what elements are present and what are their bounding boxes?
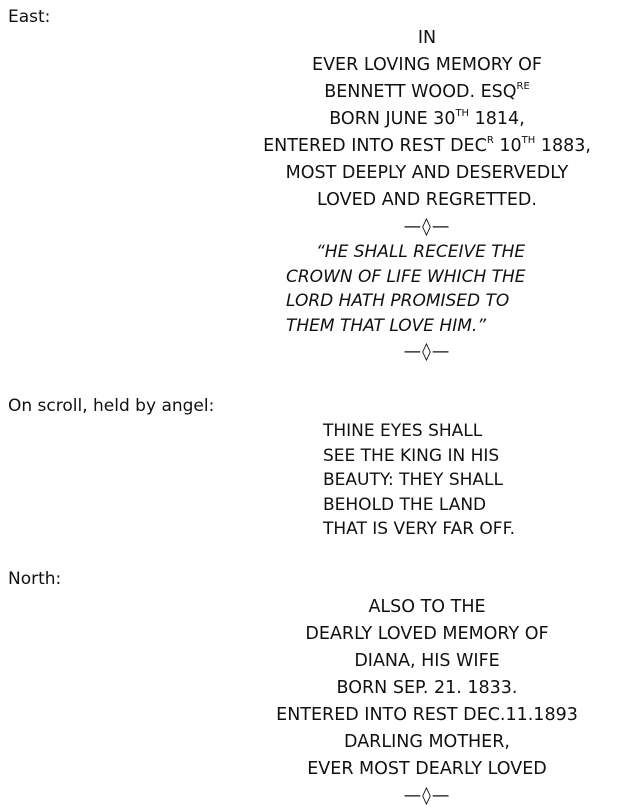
diamond-divider: —◊— bbox=[403, 786, 451, 806]
verse-line: CROWN OF LIFE WHICH THE bbox=[286, 266, 526, 287]
east-end-divider-wrap bbox=[230, 339, 624, 366]
inscription-name-line bbox=[230, 79, 624, 106]
inscription-line: EVER MOST DEARLY LOVED bbox=[307, 759, 547, 779]
superscript: TH bbox=[521, 135, 536, 146]
scroll-line: BEHOLD THE LAND bbox=[323, 494, 487, 515]
scroll-inscription bbox=[323, 419, 515, 542]
born-suffix: 1814, bbox=[469, 109, 525, 129]
scroll-line: THINE EYES SHALL bbox=[323, 421, 483, 441]
superscript: TH bbox=[455, 108, 470, 119]
verse-line: THEM THAT LOVE HIM.” bbox=[286, 315, 487, 336]
inscription-entered-line bbox=[230, 133, 624, 160]
verse-line: LORD HATH PROMISED TO bbox=[286, 291, 510, 311]
inscription-line: MOST DEEPLY AND DESERVEDLY bbox=[285, 163, 569, 183]
entered-prefix: ENTERED INTO REST DEC bbox=[263, 136, 487, 156]
north-inscription bbox=[230, 594, 624, 810]
superscript: R bbox=[486, 135, 494, 146]
scroll-line: THAT IS VERY FAR OFF. bbox=[323, 519, 516, 539]
inscription-line: ALSO TO THE bbox=[368, 597, 486, 617]
inscription-line: ENTERED INTO REST DEC.11.1893 bbox=[276, 705, 578, 725]
diamond-divider: —◊— bbox=[403, 217, 451, 237]
inscription-born-line bbox=[230, 106, 624, 133]
scroll-label: On scroll, held by angel: bbox=[8, 396, 215, 416]
east-inscription bbox=[230, 25, 624, 241]
inscription-line: BORN SEP. 21. 1833. bbox=[336, 678, 518, 698]
inscription-line: IN bbox=[417, 28, 437, 48]
inscription-line: DEARLY LOVED MEMORY OF bbox=[305, 624, 549, 644]
verse-line: “HE SHALL RECEIVE THE bbox=[316, 242, 526, 262]
inscription-line: LOVED AND REGRETTED. bbox=[317, 190, 537, 210]
diamond-divider: —◊— bbox=[403, 342, 451, 362]
born-prefix: BORN JUNE 30 bbox=[329, 109, 456, 129]
superscript: RE bbox=[516, 81, 530, 92]
scroll-line: BEAUTY: THEY SHALL bbox=[323, 470, 503, 490]
inscription-line: DARLING MOTHER, bbox=[344, 732, 510, 752]
inscription-line: DIANA, HIS WIFE bbox=[354, 651, 500, 671]
scroll-line: SEE THE KING IN HIS bbox=[323, 445, 500, 466]
entered-suffix: 1883, bbox=[535, 136, 591, 156]
entered-mid: 10 bbox=[493, 136, 522, 156]
north-label: North: bbox=[8, 569, 62, 589]
east-verse bbox=[286, 240, 526, 338]
inscription-line: EVER LOVING MEMORY OF bbox=[312, 55, 542, 75]
inscription-name: BENNETT WOOD. ESQ bbox=[324, 82, 517, 102]
east-label: East: bbox=[8, 7, 51, 27]
